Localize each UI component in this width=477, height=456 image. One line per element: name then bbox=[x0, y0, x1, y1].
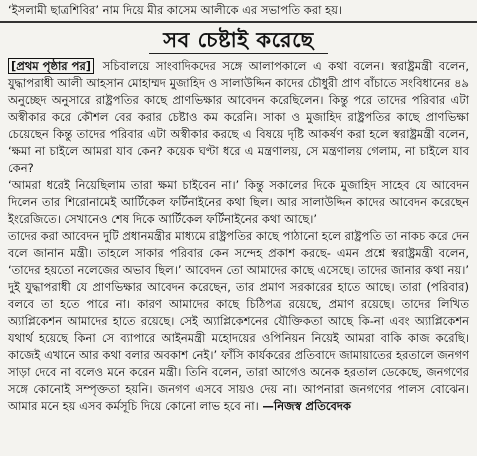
paragraph-3-text: তাদের করা আবেদন দুটি প্রধানমন্ত্রীর মাধ্যমে রাষ্ট্রপতির কাছে পাঠানো হলে রাষ্ট্রপতি তা নাকচ করে দেন বলে জানান মন্ত্রী। তাহলে সাকার পরিবার কেন সন্দেহ প্রকাশ করছে- এমন প্রশ্নে স্বরাষ্ট্রমন্ত্রী বলেন, ‘তাদের হয়তো নলেজের অভাব ছিল।’ আবেদন তো আমাদের কাছে এসেছে। তাদের জানার কথা নয়।’ দুই যুদ্ধাপরাধী যে প্রাণভিক্ষার আবেদন করেছেন, তার প্রমাণ সরকারের হাতে আছে। তারা (পরিবার) বলবে তা হতে পারে না। কারণ আমাদের কাছে চিঠিপত্র রয়েছে, প্রমাণ রয়েছে। তাদের লিখিত অ্যাপ্লিকেশন আমাদের হাতে রয়েছে। সেই অ্যাপ্লিকেশনের যৌক্তিকতা আছে কি-না এবং অ্যাপ্লিকেশন যথার্থ হয়েছে কিনা সে ব্যাপারে আইনমন্ত্রী মহোদয়ের ওপিনিয়ন নিয়েই আমরা বাকি কাজ করেছি। কাজেই এখানে আর কথা বলার অবকাশ নেই।’ ফাঁসি কার্যকরের প্রতিবাদে জামায়াতের হরতালে জনগণ সাড়া দেবে না বলেও মনে করেন মন্ত্রী। তিনি বলেন, তারা আগেও অনেক হরতাল ডেকেছে, জনগণের সঙ্গে কোনোই সম্পৃক্ততা হয়নি। জনগণ এসবে সায়ও দেয় না। আপনারা জনগণের পালস বোঝেন। আমার মনে হয় এসব কর্মসূচি দিয়ে কোনো লাভ হবে না। bbox=[8, 229, 469, 413]
previous-article-last-line: ‘ইসলামী ছাত্রশিবির’ নাম দিয়ে মীর কাসেম আলীকে এর সভাপতি করা হয়। bbox=[8, 3, 343, 17]
headline-text: সব চেষ্টাই করেছে bbox=[149, 27, 327, 54]
article-paragraph-1 bbox=[8, 58, 469, 177]
divider-rule bbox=[0, 21, 477, 23]
paragraph-1-text: সচিবালয়ে সাংবাদিকদের সঙ্গে আলাপকালে এ কথা বলেন। স্বরাষ্ট্রমন্ত্রী বলেন, যুদ্ধাপরাধী আলী আহসান মোহাম্মদ মুজাহিদ ও সালাউদ্দিন কাদের চৌধুরী প্রাণ বাঁচাতে সংবিধানের ৪৯ অনুচ্ছেদ অনুসারে রাষ্ট্রপতির কাছে প্রাণভিক্ষার আবেদন করেছিলেন। কিন্তু পরে তাদের পরিবার এটা অস্বীকার করে কৌশল বের করার চেষ্টাও কম করেনি। সাকা ও মুজাহিদ রাষ্ট্রপতির কাছে প্রাণভিক্ষা চেয়েছেন কিন্তু তাদের পরিবার এটা অস্বীকার করছে এ বিষয়ে দৃষ্টি আকর্ষণ করা হলে স্বরাষ্ট্রমন্ত্রী বলেন, ‘ক্ষমা না চাইলে আমরা যাব কেন? কয়েক ঘণ্টা ধরে এ মন্ত্রণালয়, সে মন্ত্রণালয় গেলাম, না চাইলে যাব কেন? bbox=[8, 59, 469, 175]
continued-from-page-label: [প্রথম পৃষ্ঠার পর] bbox=[8, 58, 94, 74]
paragraph-2-text: ‘আমরা ধরেই নিয়েছিলাম তারা ক্ষমা চাইবেন না।’ কিন্তু সকালের দিকে মুজাহিদ সাহেব যে আবেদন দিলেন তার শিরোনামেই আর্টিকেল ফর্টিনাইনের কথা ছিল। আর সালাউদ্দিন কাদের আবেদন করেছেন ইংরেজিতে। সেখানেও শেষ দিকে আর্টিকেল ফর্টিনাইনের কথা আছে।’ bbox=[8, 178, 469, 226]
article-body bbox=[0, 58, 477, 415]
article-headline bbox=[0, 27, 477, 54]
article-paragraph-3 bbox=[8, 228, 469, 415]
reporter-byline: —নিজস্ব প্রতিবেদক bbox=[262, 399, 351, 413]
article-paragraph-2 bbox=[8, 177, 469, 228]
